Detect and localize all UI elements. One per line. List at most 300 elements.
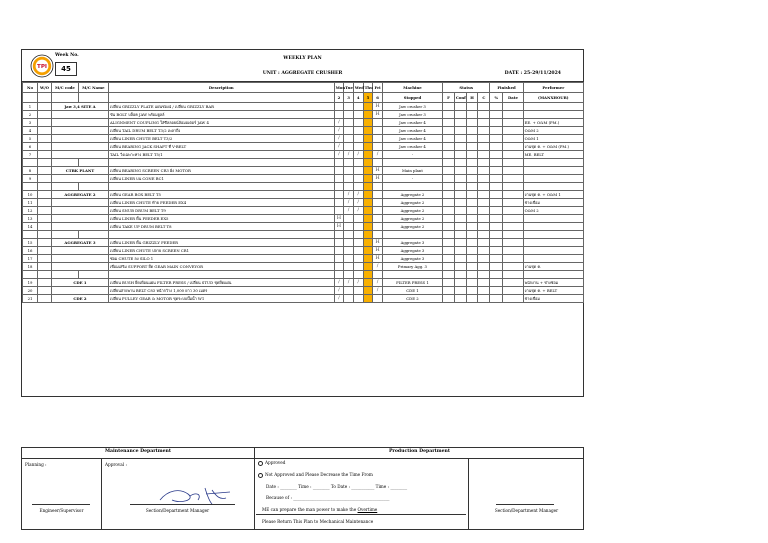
plan-title: WEEKLY PLAN xyxy=(283,56,322,61)
spacer-row xyxy=(23,231,584,239)
schedule-wed xyxy=(353,135,363,143)
approval-label: Approval : xyxy=(105,462,127,467)
status-cell xyxy=(466,295,478,303)
status-cell xyxy=(503,247,523,255)
performer-cell: EE. + O&M (PM.) xyxy=(523,119,583,127)
wo-cell xyxy=(38,199,52,207)
schedule-mon: / xyxy=(334,287,344,295)
row-number: 3 xyxy=(23,119,38,127)
svg-text:TPI: TPI xyxy=(37,64,47,71)
status-cell xyxy=(503,119,523,127)
schedule-mon xyxy=(334,199,344,207)
schedule-tue xyxy=(344,287,354,295)
status-cell xyxy=(454,263,466,271)
status-cell xyxy=(454,191,466,199)
group-label xyxy=(52,175,109,183)
status-cell xyxy=(443,263,455,271)
because-of-line: Because of : ______________________________________________ xyxy=(266,495,390,500)
group-label: CDE 1 xyxy=(52,279,109,287)
task-description: เชื่อมเสริม SUPPORT ยึด GEAR MAIN CONVEYOR xyxy=(108,263,334,271)
row-number: 5 xyxy=(23,135,38,143)
wo-cell xyxy=(38,279,52,287)
schedule-mon xyxy=(334,191,344,199)
status-cell xyxy=(478,119,490,127)
wo-cell xyxy=(38,135,52,143)
status-cell xyxy=(478,135,490,143)
task-description: เปลี่ยน BEARING SCREEN CR3 ฝั่ง MOTOR xyxy=(108,167,334,175)
wo-cell xyxy=(38,167,52,175)
approved-option[interactable]: Approved xyxy=(258,460,285,466)
col-status-c: C xyxy=(478,93,490,103)
day-mon-number: 2 xyxy=(334,93,344,103)
row-number: 17 xyxy=(23,255,38,263)
schedule-thu xyxy=(363,199,373,207)
task-description: ขัน BOLT บล็อค JAW พร้อมยูลล์ xyxy=(108,111,334,119)
status-cell xyxy=(478,207,490,215)
status-cell xyxy=(490,255,503,263)
group-label xyxy=(52,247,109,255)
group-label: CDE 2 xyxy=(52,295,109,303)
wo-cell xyxy=(38,191,52,199)
status-cell xyxy=(443,111,455,119)
schedule-wed xyxy=(353,215,363,223)
schedule-wed xyxy=(353,239,363,247)
schedule-mon: / xyxy=(334,127,344,135)
schedule-wed xyxy=(353,127,363,135)
row-number: 4 xyxy=(23,127,38,135)
table-row xyxy=(23,239,584,247)
schedule-wed: / xyxy=(353,191,363,199)
day-wed-number: 4 xyxy=(353,93,363,103)
table-row xyxy=(23,263,584,271)
status-cell xyxy=(443,207,455,215)
status-cell xyxy=(503,223,523,231)
row-number: 2 xyxy=(23,111,38,119)
maintenance-manager-label: Section/Department Manager xyxy=(145,508,210,513)
status-cell xyxy=(490,223,503,231)
performer-cell: ช่างเชื่อม xyxy=(523,199,583,207)
group-label xyxy=(52,263,109,271)
col-wo: W/O xyxy=(38,83,52,93)
status-cell xyxy=(478,143,490,151)
table-row xyxy=(23,143,584,151)
machine-cell: Jaw crusher 3 xyxy=(382,111,442,119)
schedule-mon xyxy=(334,247,344,255)
status-cell xyxy=(466,287,478,295)
group-label xyxy=(52,135,109,143)
schedule-tue xyxy=(344,167,354,175)
col-performer: Performer xyxy=(523,83,583,93)
status-cell xyxy=(478,263,490,271)
col-tue: Tue xyxy=(344,83,354,93)
table-row xyxy=(23,111,584,119)
table-row xyxy=(23,151,584,159)
schedule-tue xyxy=(344,239,354,247)
status-cell xyxy=(443,223,455,231)
status-cell xyxy=(503,175,523,183)
schedule-fri xyxy=(373,223,383,231)
status-cell xyxy=(478,151,490,159)
status-cell xyxy=(466,151,478,159)
status-cell xyxy=(503,143,523,151)
status-cell xyxy=(466,135,478,143)
performer-cell xyxy=(523,111,583,119)
status-cell xyxy=(466,199,478,207)
schedule-mon xyxy=(334,167,344,175)
row-number: 14 xyxy=(23,223,38,231)
schedule-fri: H xyxy=(373,255,383,263)
sheet-header xyxy=(22,50,583,82)
task-description: ซ่อม CHUTE ลง SILO 1 xyxy=(108,255,334,263)
status-cell xyxy=(490,167,503,175)
status-cell xyxy=(443,151,455,159)
status-cell xyxy=(490,279,503,287)
status-cell xyxy=(454,199,466,207)
group-label xyxy=(52,199,109,207)
table-row xyxy=(23,135,584,143)
schedule-fri: H xyxy=(373,111,383,119)
performer-cell xyxy=(523,223,583,231)
schedule-tue: / xyxy=(344,151,354,159)
schedule-wed xyxy=(353,119,363,127)
status-cell xyxy=(478,255,490,263)
schedule-tue xyxy=(344,143,354,151)
not-approved-radio[interactable] xyxy=(258,473,263,478)
performer-cell xyxy=(523,247,583,255)
wo-cell xyxy=(38,207,52,215)
schedule-fri xyxy=(373,143,383,151)
schedule-wed xyxy=(353,143,363,151)
status-cell xyxy=(443,255,455,263)
wo-cell xyxy=(38,295,52,303)
status-cell xyxy=(466,263,478,271)
status-cell xyxy=(443,143,455,151)
task-description: TAIL วิ่งเฉพาะทาง BELT T5/1 xyxy=(108,151,334,159)
row-number: 6 xyxy=(23,143,38,151)
status-cell xyxy=(503,239,523,247)
schedule-wed xyxy=(353,295,363,303)
status-cell xyxy=(454,111,466,119)
schedule-fri: / xyxy=(373,279,383,287)
status-cell xyxy=(454,119,466,127)
schedule-wed: / xyxy=(353,279,363,287)
status-cell xyxy=(466,279,478,287)
task-description: เปลี่ยนสายพาน BELT C83 หน้ากว้าง 1,000 ยาว 30 เมตร xyxy=(108,287,334,295)
schedule-tue xyxy=(344,119,354,127)
schedule-thu xyxy=(363,127,373,135)
status-cell xyxy=(454,279,466,287)
status-cell xyxy=(490,111,503,119)
performer-cell xyxy=(523,239,583,247)
machine-cell: Aggregate 3 xyxy=(382,239,442,247)
status-cell xyxy=(466,103,478,111)
schedule-mon: / xyxy=(334,135,344,143)
status-cell xyxy=(466,207,478,215)
schedule-mon xyxy=(334,239,344,247)
week-number-value: 45 xyxy=(55,62,77,76)
table-row xyxy=(23,207,584,215)
status-cell xyxy=(490,295,503,303)
schedule-fri xyxy=(373,119,383,127)
status-cell xyxy=(443,175,455,183)
status-cell xyxy=(443,279,455,287)
schedule-thu xyxy=(363,223,373,231)
schedule-thu xyxy=(363,151,373,159)
col-no: No xyxy=(23,83,38,93)
machine-cell: Aggregate 2 xyxy=(382,215,442,223)
row-number: 10 xyxy=(23,191,38,199)
schedule-wed: / xyxy=(353,151,363,159)
status-cell xyxy=(503,215,523,223)
group-label xyxy=(52,223,109,231)
schedule-wed: / xyxy=(353,199,363,207)
spacer-row xyxy=(23,159,584,167)
status-cell xyxy=(503,287,523,295)
performer-cell: ช่างเชื่อม xyxy=(523,295,583,303)
status-cell xyxy=(490,263,503,271)
task-description: เปลี่ยน TAIL DRUM BELT T3/2 เพลาถึง xyxy=(108,127,334,135)
status-cell xyxy=(478,239,490,247)
status-cell xyxy=(490,287,503,295)
status-cell xyxy=(478,127,490,135)
performer-cell xyxy=(523,255,583,263)
schedule-thu xyxy=(363,263,373,271)
status-cell xyxy=(443,127,455,135)
task-description: เปลี่ยน LINER CHUTE BELT T3/2 xyxy=(108,135,334,143)
status-cell xyxy=(454,287,466,295)
date-range: DATE : 25-29/11/2024 xyxy=(504,71,561,76)
status-cell xyxy=(454,103,466,111)
schedule-fri xyxy=(373,199,383,207)
status-cell xyxy=(490,215,503,223)
performer-cell: ME. BELT xyxy=(523,151,583,159)
schedule-mon xyxy=(334,111,344,119)
status-cell xyxy=(466,247,478,255)
schedule-thu xyxy=(363,215,373,223)
table-subheader-row xyxy=(23,93,584,103)
row-number: 13 xyxy=(23,215,38,223)
manager-signature-icon xyxy=(150,480,240,510)
status-cell xyxy=(466,215,478,223)
col-status: Status xyxy=(443,83,490,93)
status-cell xyxy=(443,239,455,247)
col-status-h: H xyxy=(466,93,478,103)
group-label xyxy=(52,143,109,151)
table-row xyxy=(23,215,584,223)
status-cell xyxy=(454,207,466,215)
col-mc-name: M/C Name xyxy=(78,83,108,93)
col-status-f: F xyxy=(443,93,455,103)
schedule-tue xyxy=(344,295,354,303)
planning-label: Planning : xyxy=(25,462,47,467)
machine-cell: CDE 1 xyxy=(382,287,442,295)
table-row xyxy=(23,175,584,183)
group-label xyxy=(52,111,109,119)
production-dept-title: Production Department xyxy=(388,449,451,454)
status-cell xyxy=(490,207,503,215)
approved-radio[interactable] xyxy=(258,461,263,466)
status-cell xyxy=(466,255,478,263)
schedule-wed xyxy=(353,175,363,183)
wo-cell xyxy=(38,111,52,119)
task-description: เปลี่ยน LINER พื้น GRIZZLY FEEDER xyxy=(108,239,334,247)
status-cell xyxy=(503,111,523,119)
schedule-mon: H xyxy=(334,223,344,231)
status-cell xyxy=(478,175,490,183)
unit-label: UNIT : AGGREGATE CRUSHER xyxy=(262,71,343,76)
status-cell xyxy=(454,135,466,143)
status-cell xyxy=(490,119,503,127)
approval-footer xyxy=(21,447,584,530)
col-mc-code: M/C code xyxy=(52,83,79,93)
row-number: 8 xyxy=(23,167,38,175)
wo-cell xyxy=(38,247,52,255)
schedule-thu xyxy=(363,119,373,127)
status-cell xyxy=(466,119,478,127)
day-fri-number: 6 xyxy=(373,93,383,103)
performer-cell: O&M 2 xyxy=(523,207,583,215)
machine-cell: Aggregate 2 xyxy=(382,191,442,199)
col-description: Description xyxy=(108,83,334,93)
status-cell xyxy=(466,191,478,199)
machine-cell: Aggregate 2 xyxy=(382,207,442,215)
schedule-fri xyxy=(373,295,383,303)
row-number: 9 xyxy=(23,175,38,183)
machine-cell: - xyxy=(382,151,442,159)
performer-cell xyxy=(523,215,583,223)
schedule-thu xyxy=(363,103,373,111)
status-cell xyxy=(478,167,490,175)
schedule-wed xyxy=(353,247,363,255)
decrease-time-line: Date : ________ Time : ________ To Date : ___________ Time : ________ xyxy=(266,484,408,489)
schedule-mon: / xyxy=(334,151,344,159)
col-finished-pct: % xyxy=(490,93,503,103)
col-wed: Wed xyxy=(353,83,363,93)
schedule-thu xyxy=(363,255,373,263)
wo-cell xyxy=(38,263,52,271)
wo-cell xyxy=(38,175,52,183)
status-cell xyxy=(478,279,490,287)
status-cell xyxy=(466,175,478,183)
row-number: 12 xyxy=(23,207,38,215)
schedule-wed xyxy=(353,223,363,231)
schedule-tue: / xyxy=(344,199,354,207)
performer-cell: O&M 2 xyxy=(523,127,583,135)
schedule-mon: / xyxy=(334,295,344,303)
table-row xyxy=(23,223,584,231)
schedule-tue: / xyxy=(344,191,354,199)
schedule-wed xyxy=(353,167,363,175)
status-cell xyxy=(443,119,455,127)
status-cell xyxy=(503,207,523,215)
status-cell xyxy=(503,191,523,199)
status-cell xyxy=(443,287,455,295)
schedule-thu xyxy=(363,167,373,175)
col-machine: Machine xyxy=(382,83,442,93)
wo-cell xyxy=(38,255,52,263)
task-description: เปลี่ยน SNUB DRUM BELT T9 xyxy=(108,207,334,215)
schedule-thu xyxy=(363,191,373,199)
weekly-plan-sheet xyxy=(21,49,584,397)
machine-cell: Jaw crusher 4 xyxy=(382,143,442,151)
status-cell xyxy=(503,167,523,175)
machine-cell: Aggregate 3 xyxy=(382,255,442,263)
schedule-thu xyxy=(363,295,373,303)
table-row xyxy=(23,295,584,303)
status-cell xyxy=(490,175,503,183)
production-manager-label: Section/Department Manager xyxy=(494,508,559,513)
group-label: CTBK PLANT xyxy=(52,167,109,175)
schedule-mon xyxy=(334,263,344,271)
col-status-conf: Conf xyxy=(454,93,466,103)
schedule-tue: / xyxy=(344,207,354,215)
status-cell xyxy=(454,255,466,263)
schedule-mon xyxy=(334,175,344,183)
machine-cell: Primary Agg. 3 xyxy=(382,263,442,271)
status-cell xyxy=(490,191,503,199)
group-label xyxy=(52,207,109,215)
task-description: เปลี่ยน PULLEY GEAR & MOTOR ชุดระบบปั๊มน้ำ W1 xyxy=(108,295,334,303)
status-cell xyxy=(466,223,478,231)
performer-cell xyxy=(523,167,583,175)
task-description: เปลี่ยน GRIZZLY PLATE แผ่นช่อง4 / เปลี่ยน GRIZZLY BAR xyxy=(108,103,334,111)
schedule-fri: H xyxy=(373,175,383,183)
wo-cell xyxy=(38,119,52,127)
not-approved-option[interactable]: Not Approved and Please Decrease the Time From xyxy=(258,472,373,478)
performer-cell: O&M 1 xyxy=(523,135,583,143)
schedule-tue xyxy=(344,263,354,271)
machine-cell: FILTER PRESS 1 xyxy=(382,279,442,287)
status-cell xyxy=(490,103,503,111)
status-cell xyxy=(466,239,478,247)
schedule-thu xyxy=(363,239,373,247)
col-fri: Fri xyxy=(373,83,383,93)
task-description: เปลี่ยน LINER CHUTE ท้าย FEEDER EX4 xyxy=(108,199,334,207)
schedule-fri: H xyxy=(373,103,383,111)
status-cell xyxy=(443,167,455,175)
schedule-mon xyxy=(334,255,344,263)
schedule-tue xyxy=(344,127,354,135)
wo-cell xyxy=(38,239,52,247)
table-row xyxy=(23,167,584,175)
status-cell xyxy=(443,295,455,303)
wo-cell xyxy=(38,151,52,159)
row-number: 21 xyxy=(23,295,38,303)
status-cell xyxy=(490,199,503,207)
status-cell xyxy=(443,215,455,223)
status-cell xyxy=(503,199,523,207)
schedule-thu xyxy=(363,247,373,255)
schedule-thu xyxy=(363,279,373,287)
schedule-tue xyxy=(344,215,354,223)
status-cell xyxy=(478,247,490,255)
performer-cell: งานชุด ค. + O&M (PM.) xyxy=(523,143,583,151)
performer-cell: พนักงาน + ช่างซ่อม xyxy=(523,279,583,287)
status-cell xyxy=(454,127,466,135)
status-cell xyxy=(443,247,455,255)
schedule-mon: / xyxy=(334,143,344,151)
wo-cell xyxy=(38,287,52,295)
spacer-row xyxy=(23,183,584,191)
status-cell xyxy=(490,239,503,247)
status-cell xyxy=(503,127,523,135)
group-label xyxy=(52,151,109,159)
machine-cell: Main plant xyxy=(382,167,442,175)
schedule-fri: H xyxy=(373,239,383,247)
schedule-mon: H xyxy=(334,215,344,223)
schedule-thu xyxy=(363,287,373,295)
status-cell xyxy=(490,247,503,255)
